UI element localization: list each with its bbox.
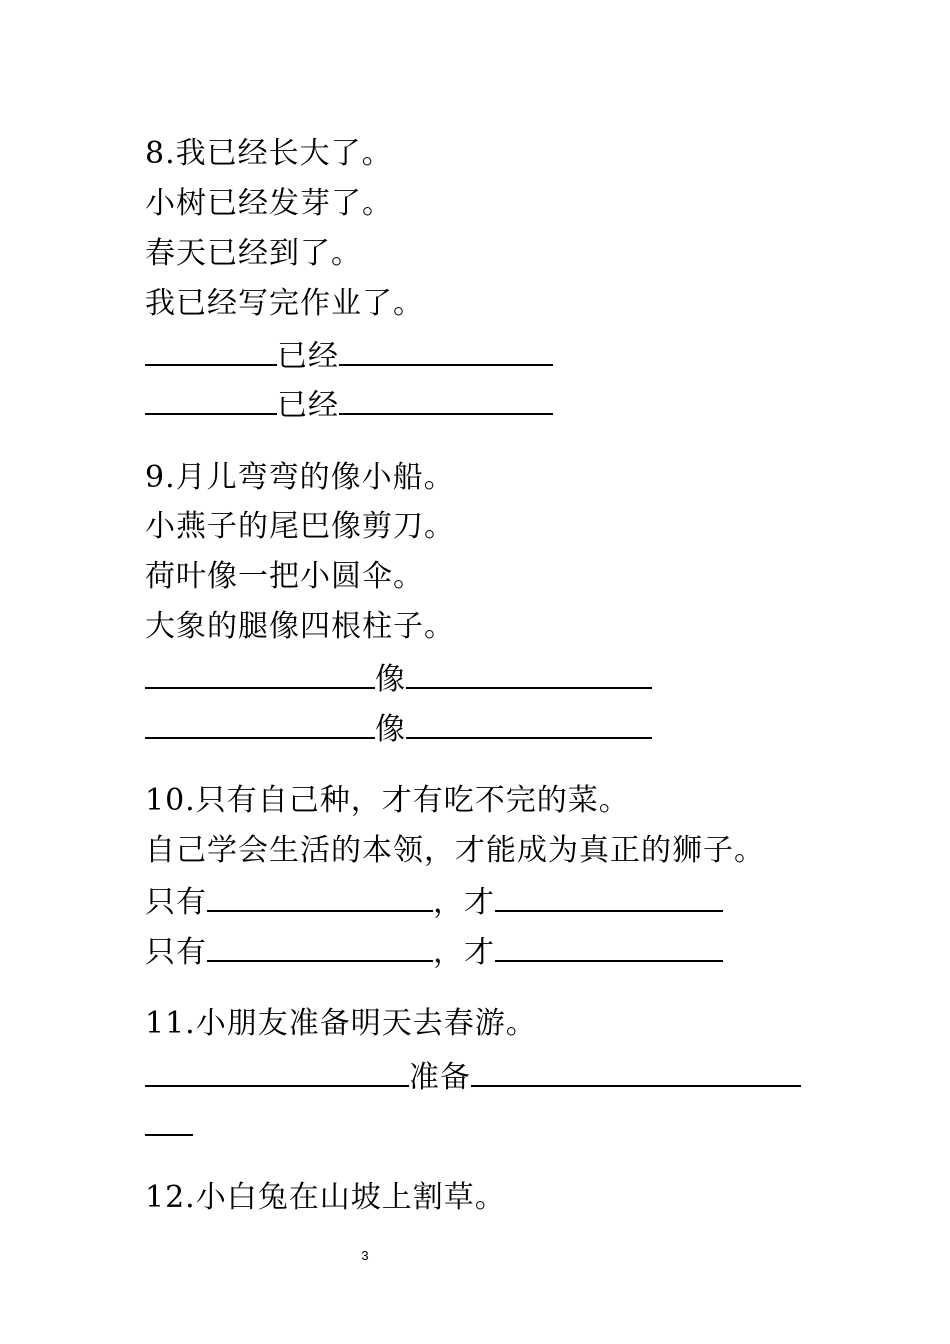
fill-blank[interactable]	[207, 932, 433, 962]
fill-blank[interactable]	[406, 709, 652, 739]
fill-blank[interactable]	[339, 385, 553, 415]
q11-heading: 11.小朋友准备明天去春游。	[145, 1006, 537, 1041]
q8-pattern-word: 已经	[277, 388, 339, 423]
fill-blank[interactable]	[145, 336, 277, 366]
q12-heading: 12.小白兔在山坡上割草。	[145, 1180, 506, 1215]
page-number: 3	[361, 1248, 369, 1263]
q8-heading: 8.我已经长大了。	[145, 136, 393, 171]
fill-blank[interactable]	[406, 659, 652, 689]
fill-blank[interactable]	[145, 709, 375, 739]
q8-example-3: 我已经写完作业了。	[145, 286, 424, 321]
q8-example-2: 春天已经到了。	[145, 236, 362, 271]
q9-example-3: 大象的腿像四根柱子。	[145, 609, 455, 644]
fill-blank[interactable]	[145, 385, 277, 415]
q8-fill-row-1	[145, 336, 553, 372]
q9-example-1: 小燕子的尾巴像剪刀。	[145, 509, 455, 544]
fill-blank[interactable]	[145, 659, 375, 689]
q10-pattern-mid: ，才	[433, 885, 495, 920]
q10-fill-row-2	[145, 932, 723, 968]
q11-pattern-word: 准备	[409, 1060, 471, 1095]
fill-blank[interactable]	[339, 336, 553, 366]
fill-blank[interactable]	[495, 932, 723, 962]
q9-fill-row-1	[145, 659, 652, 695]
q9-example-2: 荷叶像一把小圆伞。	[145, 559, 424, 594]
fill-blank[interactable]	[495, 882, 723, 912]
q9-pattern-word: 像	[375, 662, 406, 697]
fill-blank[interactable]	[145, 1106, 193, 1136]
q9-pattern-word: 像	[375, 712, 406, 747]
q8-pattern-word: 已经	[277, 339, 339, 374]
q9-heading: 9.月儿弯弯的像小船。	[145, 460, 455, 495]
q10-pattern-start: 只有	[145, 935, 207, 970]
fill-blank[interactable]	[145, 1057, 409, 1087]
q10-pattern-start: 只有	[145, 885, 207, 920]
q11-fill-row-1	[145, 1057, 801, 1093]
q10-pattern-mid: ，才	[433, 935, 495, 970]
q10-heading: 10.只有自己种，才有吃不完的菜。	[145, 783, 630, 818]
q10-fill-row-1	[145, 882, 723, 918]
q11-fill-row-2	[145, 1106, 193, 1142]
q10-example-1: 自己学会生活的本领，才能成为真正的狮子。	[145, 833, 765, 868]
fill-blank[interactable]	[471, 1057, 801, 1087]
q9-fill-row-2	[145, 709, 652, 745]
q8-fill-row-2	[145, 385, 553, 421]
fill-blank[interactable]	[207, 882, 433, 912]
q8-example-1: 小树已经发芽了。	[145, 186, 393, 221]
